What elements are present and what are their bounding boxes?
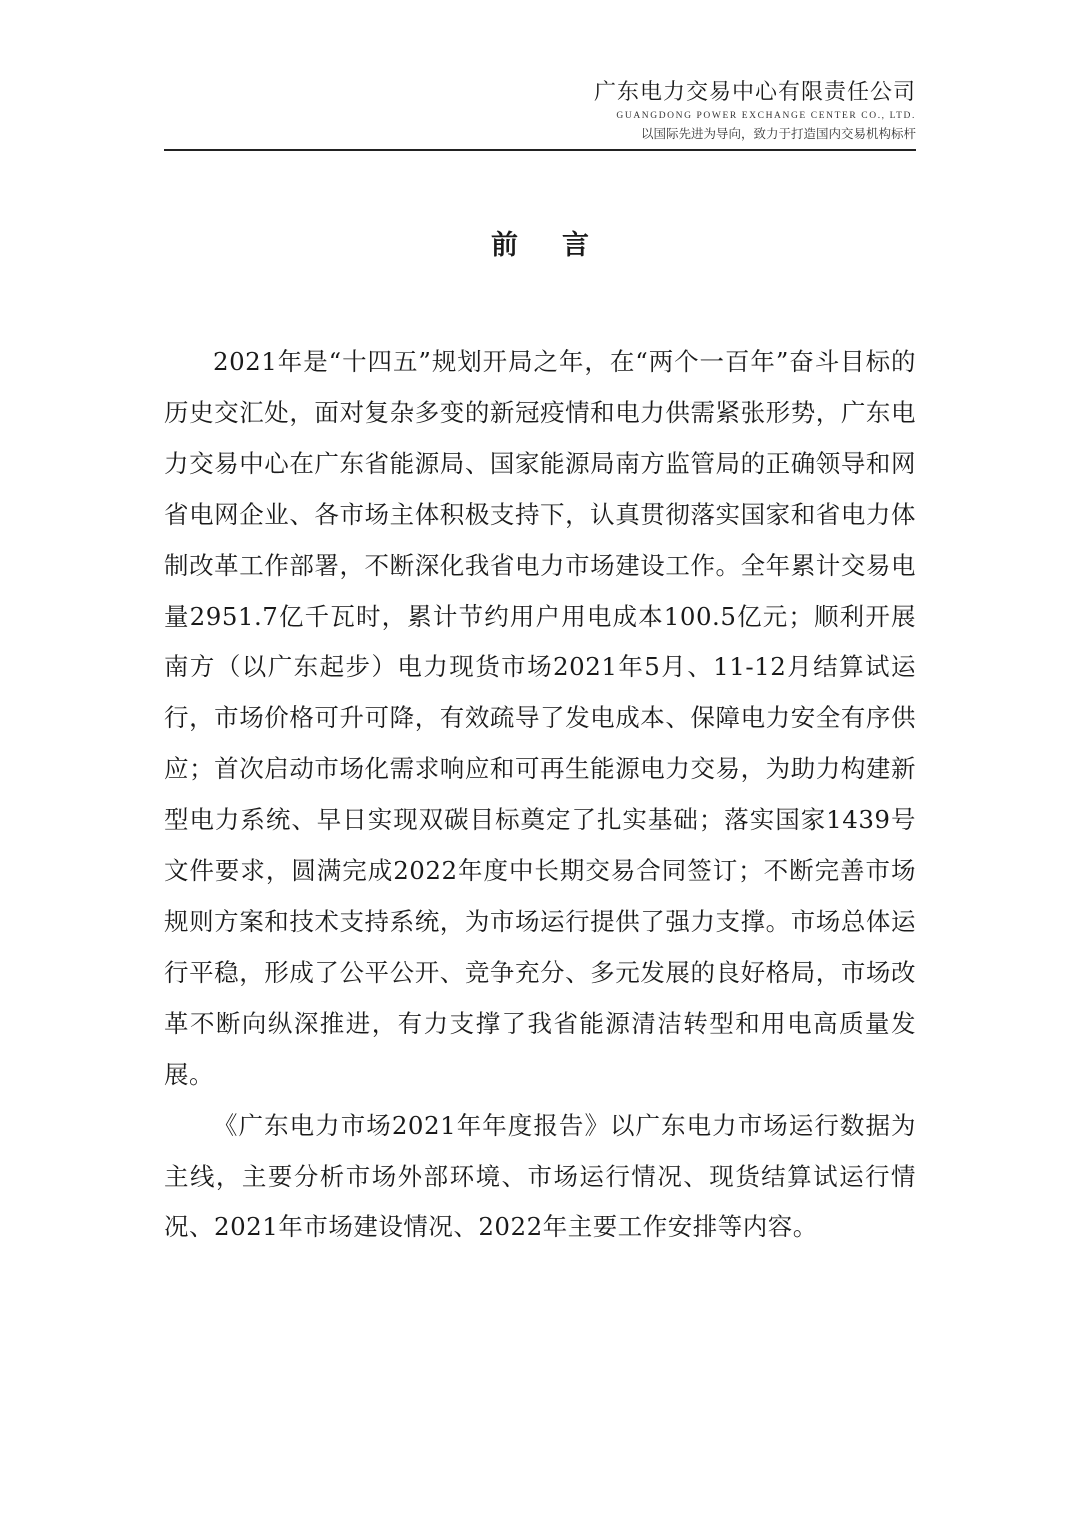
header-divider <box>164 149 916 151</box>
document-body <box>164 337 916 1253</box>
page-title: 前言 <box>491 230 633 261</box>
company-slogan: 以国际先进为导向，致力于打造国内交易机构标杆 <box>640 126 916 141</box>
company-name: 广东电力交易中心有限责任公司 <box>593 80 916 105</box>
paragraph-1: 2021年是“十四五”规划开局之年，在“两个一百年”奋斗目标的历史交汇处，面对复杂多变的新冠疫情和电力供需紧张形势，广东电力交易中心在广东省能源局、国家能源局南方监管局的正确领导和网省电网企业、各市场主体积极支持下，认真贯彻落实国家和省电力体制改革工作部署，不断深化我省电力市场建设工作。全年累计交易电量2951.7亿千瓦时，累计节约用户用电成本100.5亿元；顺利开展南方（以广东起步）电力现货市场2021年5月、11-12月结算试运行，市场价格可升可降，有效疏导了发电成本、保障电力安全有序供应；首次启动市场化需求响应和可再生能源电力交易，为助力构建新型电力系统、早日实现双碳目标奠定了扎实基础；落实国家1439号文件要求，圆满完成2022年度中长期交易合同签订；不断完善市场规则方案和技术支持系统，为市场运行提供了强力支撑。市场总体运行平稳，形成了公平公开、竞争充分、多元发展的良好格局，市场改革不断向纵深推进，有力支撑了我省能源清洁转型和用电高质量发展。 <box>164 347 916 1089</box>
paragraph-2: 《广东电力市场2021年年度报告》以广东电力市场运行数据为主线，主要分析市场外部环境、市场运行情况、现货结算试运行情况、2021年市场建设情况、2022年主要工作安排等内容。 <box>164 1110 916 1242</box>
page-header <box>164 78 916 144</box>
company-name-english: GUANGDONG POWER EXCHANGE CENTER CO., LTD. <box>616 111 916 121</box>
